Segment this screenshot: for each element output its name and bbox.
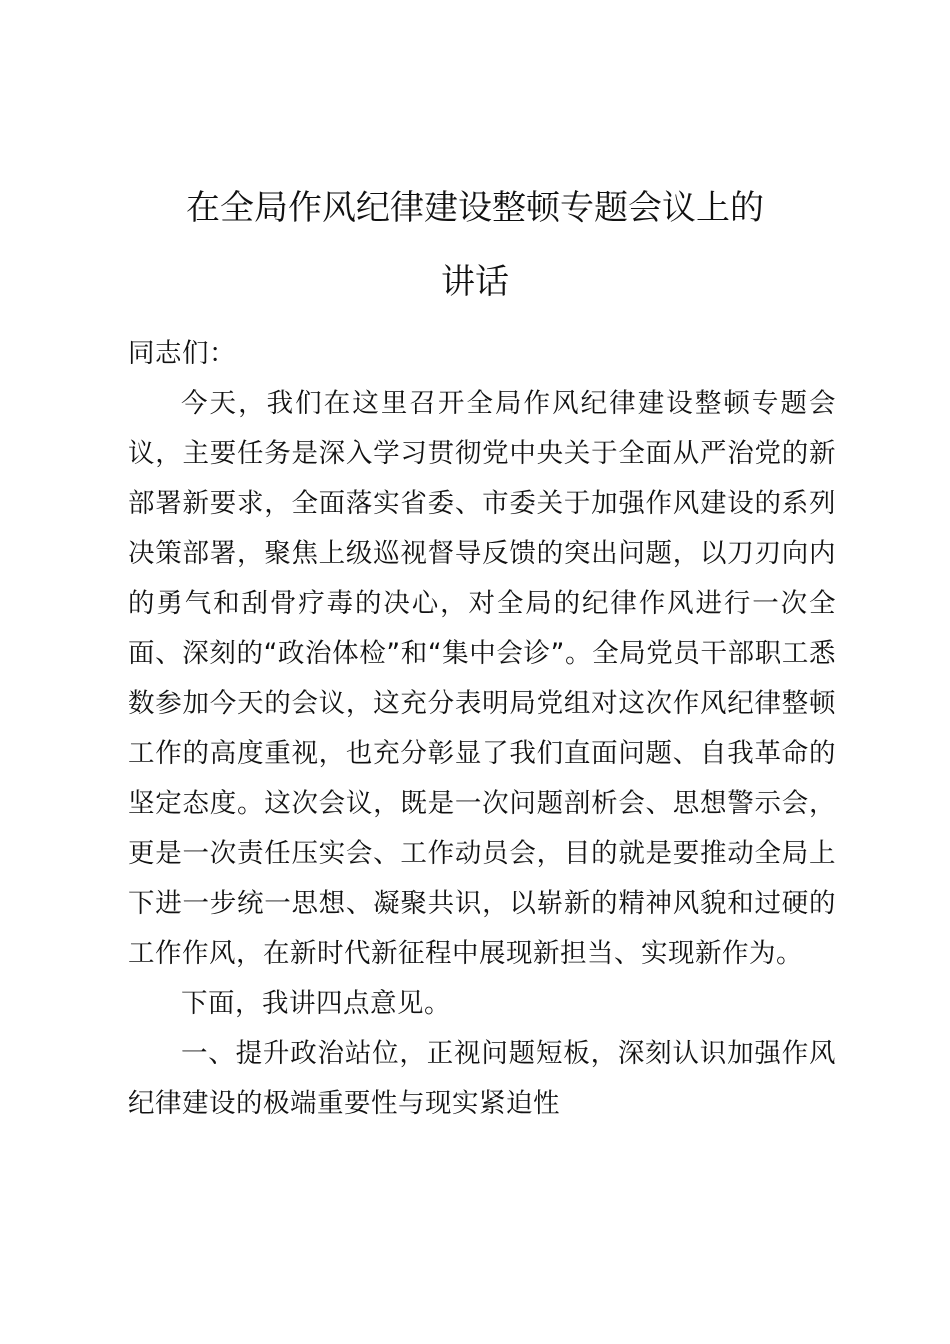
document-title-line-1: 在全局作风纪律建设整顿专题会议上的 [186,188,764,228]
section-heading-1: 一、提升政治站位，正视问题短板，深刻认识加强作风纪律建设的极端重要性与现实紧迫性 [128,1038,836,1119]
greeting: 同志们： [128,338,236,369]
paragraph-opening: 今天，我们在这里召开全局作风纪律建设整顿专题会议，主要任务是深入学习贯彻党中央关于全面从严治党的新部署新要求，全面落实省委、市委关于加强作风建设的系列决策部署，聚焦上级巡视督导反馈的突出问题，以刀刃向内的勇气和刮骨疗毒的决心，对全局的纪律作风进行一次全面、深刻的“政治体检”和“集中会诊”。全局党员干部职工悉数参加今天的会议，这充分表明局党组对这次作风纪律整顿工作的高度重视，也充分彰显了我们直面问题、自我革命的坚定态度。这次会议，既是一次问题剖析会、思想警示会，更是一次责任压实会、工作动员会，目的就是要推动全局上下进一步统一思想、凝聚共识，以崭新的精神风貌和过硬的工作作风，在新时代新征程中展现新担当、实现新作为。 [128,388,836,969]
paragraph-transition: 下面，我讲四点意见。 [181,988,451,1019]
document-title-line-2: 讲话 [441,262,509,302]
